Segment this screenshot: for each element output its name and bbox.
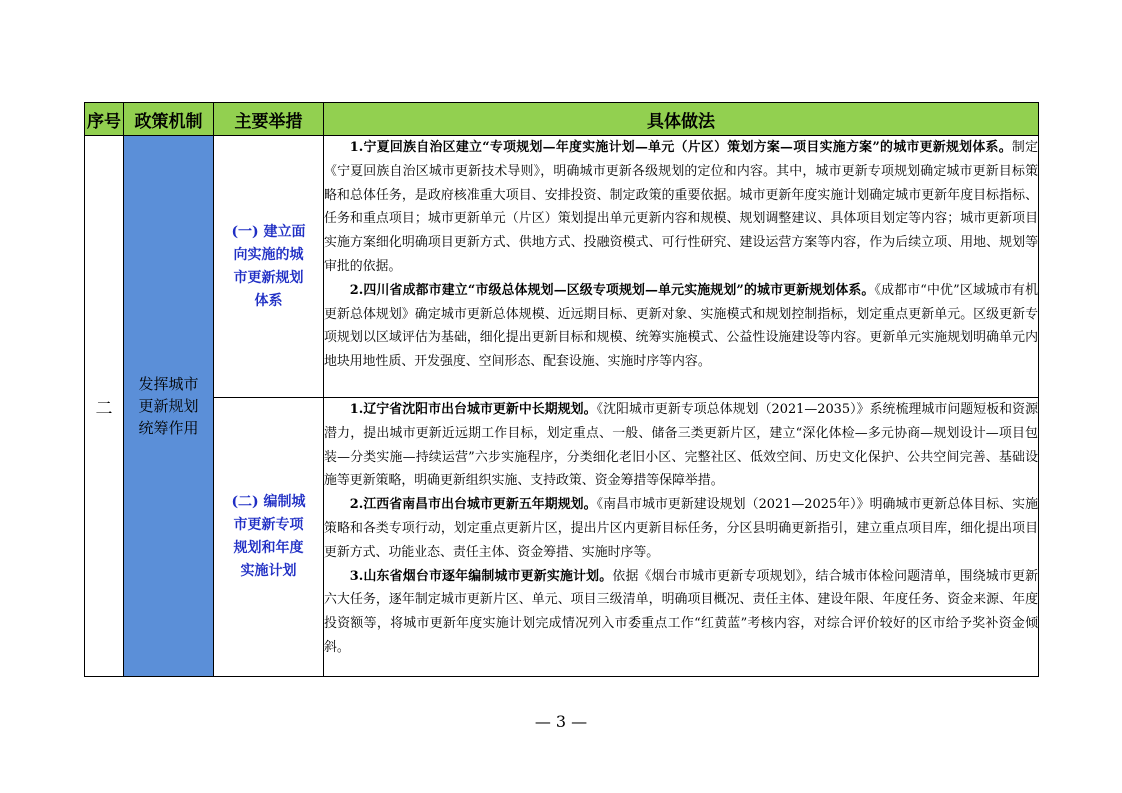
- mechanism-label: 发挥城市更新规划统筹作用: [138, 375, 199, 437]
- detail-item-body: 《沈阳城市更新专项总体规划（2021—2035）》系统梳理城市问题短板和资源潜力，提出城市更新近远期工作目标，划定重点、一般、储备三类更新片区，建立“深化体检—多元协商—规划设计—项目包装—分类实施—持续运营”六步实施程序，分类细化老旧小区、完整社区、低效空间、历史文化保护、公共空间完善、基础设施等更新策略，明确更新组织实施、支持政策、资金筹措等保障举措。: [324, 402, 1038, 489]
- detail-item: [324, 493, 1038, 564]
- detail-item: [324, 398, 1038, 493]
- table-row: [85, 136, 1039, 398]
- table-row: [85, 398, 1039, 677]
- table-header-row: [85, 103, 1039, 136]
- detail-item-lead: 1.宁夏回族自治区建立“专项规划—年度实施计划—单元（片区）策划方案—项目实施方案”的城市更新规划体系。: [349, 140, 1012, 155]
- detail-item-body: 依据《烟台市城市更新专项规划》，结合城市体检问题清单，围绕城市更新六大任务，逐年制定城市更新片区、单元、项目三级清单，明确项目概况、责任主体、建设年限、年度任务、资金来源、年度投资额等，将城市更新年度实施计划完成情况列入市委重点工作“红黄蓝”考核内容，对综合评价较好的区市给予奖补资金倾斜。: [324, 568, 1038, 655]
- policy-table: [84, 102, 1039, 677]
- detail-cell-2: [324, 398, 1039, 677]
- detail-item-lead: 3.山东省烟台市逐年编制城市更新实施计划。: [349, 568, 613, 584]
- detail-cell-1: [324, 136, 1039, 398]
- detail-item-lead: 2.江西省南昌市出台城市更新五年期规划。: [349, 497, 597, 513]
- detail-item-body: 《南昌市城市更新建设规划（2021—2025年）》明确城市更新总体目标、实施策略和各类专项行动，划定重点更新片区，提出片区内更新目标任务，分区县明确更新指引，建立重点项目库，细化提出项目更新方式、功能业态、责任主体、资金筹措、实施时序等。: [324, 497, 1038, 560]
- measure-label: (二) 编制城市更新专项规划和年度实施计划: [231, 494, 306, 579]
- row-mechanism: [124, 136, 214, 677]
- detail-item: [324, 565, 1038, 660]
- header-seq: 序号: [85, 103, 124, 136]
- page-number: — 3 —: [534, 712, 588, 731]
- header-mechanism: 政策机制: [124, 103, 214, 136]
- measure-cell-1: [214, 136, 324, 398]
- detail-item-lead: 1.辽宁省沈阳市出台城市更新中长期规划。: [349, 402, 597, 417]
- measure-cell-2: [214, 398, 324, 677]
- measure-label: (一) 建立面向实施的城市更新规划体系: [231, 223, 306, 309]
- row-seq: 二: [85, 136, 124, 677]
- detail-item-body: 《成都市“中优”区域城市有机更新总体规划》确定城市更新总体规模、近远期目标、更新对象、实施模式和规划控制指标，划定重点更新单元。区级更新专项规划以区域评估为基础，细化提出更新目标和规模、统筹实施模式、公益性设施建设等内容。更新单元实施规划明确单元内地块用地性质、开发强度、空间形态、配套设施、实施时序等内容。: [324, 282, 1038, 370]
- detail-item-body: 制定《宁夏回族自治区城市更新技术导则》，明确城市更新各级规划的定位和内容。其中，城市更新专项规划确定城市更新目标策略和总体任务，是政府核准重大项目、安排投资、制定政策的重要依据。城市更新年度实施计划确定城市更新年度目标指标、任务和重点项目；城市更新单元（片区）策划提出单元更新内容和规模、规划调整建议、具体项目划定等内容；城市更新项目实施方案细化明确项目更新方式、供地方式、投融资模式、可行性研究、建设运营方案等内容，作为后续立项、用地、规划等审批的依据。: [324, 140, 1038, 274]
- detail-item: [324, 136, 1038, 279]
- header-detail: 具体做法: [324, 103, 1039, 136]
- detail-item: [324, 279, 1038, 374]
- header-measure: 主要举措: [214, 103, 324, 136]
- detail-item-lead: 2.四川省成都市建立“市级总体规划—区级专项规划—单元实施规划”的城市更新规划体系。: [349, 282, 875, 298]
